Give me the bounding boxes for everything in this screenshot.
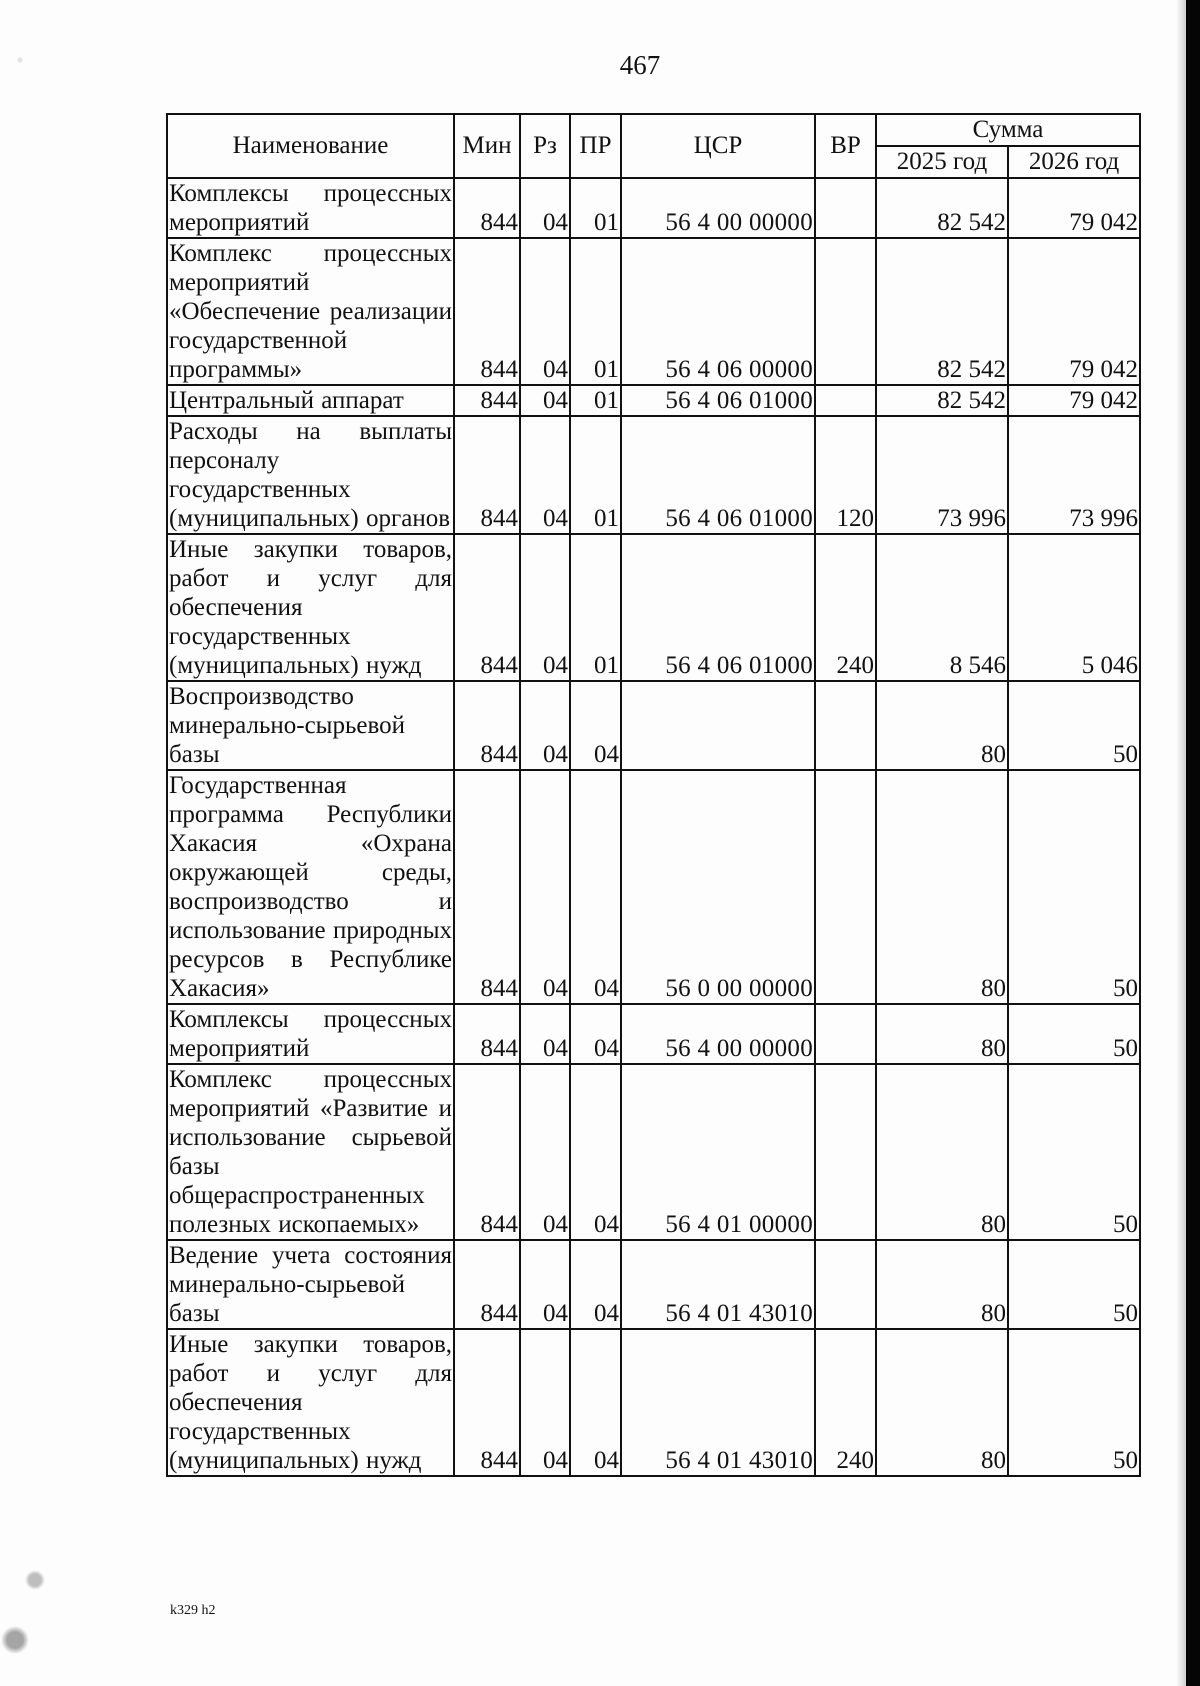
scan-edge <box>1186 0 1200 1686</box>
cell-csr <box>621 681 815 770</box>
cell-min: 844 <box>454 1064 520 1240</box>
cell-pr: 04 <box>570 770 621 1004</box>
cell-name: Комплексы процессных мероприятий <box>169 1006 452 1062</box>
cell-rz: 04 <box>520 1064 570 1240</box>
cell-name: Иные закупки товаров, работ и услуг для обеспечения государственных (муниципальных) нужд <box>169 1331 452 1474</box>
budget-table <box>166 113 1141 1477</box>
header-pr: ПР <box>570 114 621 178</box>
cell-y2025: 80 <box>876 1240 1008 1329</box>
cell-vr <box>815 681 876 770</box>
header-min: Мин <box>454 114 520 178</box>
cell-y2025: 80 <box>876 681 1008 770</box>
cell-y2026: 50 <box>1008 1004 1140 1064</box>
header-csr: ЦСР <box>621 114 815 178</box>
cell-min: 844 <box>454 238 520 385</box>
table-row <box>167 534 1140 681</box>
cell-y2025: 73 996 <box>876 416 1008 534</box>
table-row <box>167 770 1140 1004</box>
cell-csr: 56 4 06 00000 <box>621 238 815 385</box>
cell-min: 844 <box>454 1004 520 1064</box>
cell-pr: 01 <box>570 534 621 681</box>
cell-name: Комплексы процессных мероприятий <box>169 180 452 236</box>
cell-csr: 56 4 01 43010 <box>621 1240 815 1329</box>
cell-min: 844 <box>454 385 520 416</box>
table-row <box>167 1240 1140 1329</box>
cell-name: Комплекс процессных мероприятий «Развитие и использование сырьевой базы общераспространенных полезных ископаемых» <box>169 1066 452 1238</box>
cell-vr <box>815 1240 876 1329</box>
cell-pr: 04 <box>570 1329 621 1476</box>
cell-name: Расходы на выплаты персоналу государственных (муниципальных) органов <box>169 418 452 532</box>
cell-csr: 56 4 00 00000 <box>621 1004 815 1064</box>
cell-pr: 04 <box>570 1064 621 1240</box>
cell-min: 844 <box>454 1329 520 1476</box>
cell-y2026: 50 <box>1008 770 1140 1004</box>
cell-csr: 56 4 06 01000 <box>621 385 815 416</box>
cell-csr: 56 4 06 01000 <box>621 416 815 534</box>
cell-rz: 04 <box>520 1240 570 1329</box>
cell-vr: 240 <box>815 534 876 681</box>
cell-rz: 04 <box>520 238 570 385</box>
cell-csr: 56 4 00 00000 <box>621 178 815 238</box>
scan-noise <box>0 0 60 1686</box>
cell-csr: 56 0 00 00000 <box>621 770 815 1004</box>
header-row <box>167 114 1140 146</box>
cell-vr <box>815 385 876 416</box>
cell-y2026: 73 996 <box>1008 416 1140 534</box>
cell-csr: 56 4 01 00000 <box>621 1064 815 1240</box>
cell-y2026: 79 042 <box>1008 238 1140 385</box>
cell-name: Комплекс процессных мероприятий «Обеспечение реализации государственной программы» <box>169 240 452 383</box>
cell-rz: 04 <box>520 681 570 770</box>
cell-rz: 04 <box>520 178 570 238</box>
cell-vr <box>815 770 876 1004</box>
cell-name: Иные закупки товаров, работ и услуг для обеспечения государственных (муниципальных) нужд <box>169 536 452 679</box>
cell-y2026: 79 042 <box>1008 178 1140 238</box>
header-2026: 2026 год <box>1008 146 1140 178</box>
cell-y2025: 82 542 <box>876 385 1008 416</box>
cell-pr: 04 <box>570 1240 621 1329</box>
cell-pr: 01 <box>570 178 621 238</box>
cell-pr: 01 <box>570 416 621 534</box>
cell-name: Центральный аппарат <box>167 385 454 416</box>
cell-min: 844 <box>454 1240 520 1329</box>
cell-csr: 56 4 06 01000 <box>621 534 815 681</box>
table-row <box>167 1064 1140 1240</box>
cell-y2026: 50 <box>1008 1240 1140 1329</box>
cell-vr: 240 <box>815 1329 876 1476</box>
cell-vr: 120 <box>815 416 876 534</box>
cell-rz: 04 <box>520 1004 570 1064</box>
cell-rz: 04 <box>520 1329 570 1476</box>
cell-y2026: 50 <box>1008 1329 1140 1476</box>
cell-min: 844 <box>454 416 520 534</box>
cell-min: 844 <box>454 534 520 681</box>
cell-rz: 04 <box>520 385 570 416</box>
header-rz: Рз <box>520 114 570 178</box>
cell-rz: 04 <box>520 770 570 1004</box>
page-number: 467 <box>619 50 661 80</box>
cell-vr <box>815 1064 876 1240</box>
cell-y2025: 82 542 <box>876 238 1008 385</box>
cell-y2025: 8 546 <box>876 534 1008 681</box>
cell-min: 844 <box>454 770 520 1004</box>
cell-pr: 04 <box>570 681 621 770</box>
footer-code: k329 h2 <box>170 1603 216 1618</box>
cell-rz: 04 <box>520 416 570 534</box>
cell-name: Государственная программа Республики Хакасия «Охрана окружающей среды, воспроизводство и использование природных ресурсов в Республике Хакасия» <box>169 772 452 1002</box>
header-vr: ВР <box>815 114 876 178</box>
table-row <box>167 681 1140 770</box>
cell-min: 844 <box>454 681 520 770</box>
header-2025: 2025 год <box>876 146 1008 178</box>
header-sum: Сумма <box>876 114 1140 146</box>
table-row <box>167 1329 1140 1476</box>
table-body <box>167 178 1140 1476</box>
table-row <box>167 416 1140 534</box>
cell-y2025: 82 542 <box>876 178 1008 238</box>
cell-vr <box>815 1004 876 1064</box>
scan-edge-shade <box>1176 0 1186 1686</box>
cell-y2026: 5 046 <box>1008 534 1140 681</box>
cell-pr: 04 <box>570 1004 621 1064</box>
cell-y2025: 80 <box>876 1064 1008 1240</box>
cell-name: Ведение учета состояния минерально-сырьевой базы <box>169 1242 452 1327</box>
header-name: Наименование <box>167 114 454 178</box>
cell-rz: 04 <box>520 534 570 681</box>
table-row <box>167 238 1140 385</box>
cell-y2025: 80 <box>876 1329 1008 1476</box>
table-row <box>167 385 1140 416</box>
cell-name: Воспроизводство минерально-сырьевой базы <box>167 681 454 770</box>
cell-pr: 01 <box>570 238 621 385</box>
cell-pr: 01 <box>570 385 621 416</box>
cell-vr <box>815 238 876 385</box>
cell-y2026: 50 <box>1008 681 1140 770</box>
cell-csr: 56 4 01 43010 <box>621 1329 815 1476</box>
table-row <box>167 1004 1140 1064</box>
cell-y2025: 80 <box>876 770 1008 1004</box>
cell-min: 844 <box>454 178 520 238</box>
cell-y2026: 50 <box>1008 1064 1140 1240</box>
table-row <box>167 178 1140 238</box>
cell-vr <box>815 178 876 238</box>
cell-y2025: 80 <box>876 1004 1008 1064</box>
cell-y2026: 79 042 <box>1008 385 1140 416</box>
